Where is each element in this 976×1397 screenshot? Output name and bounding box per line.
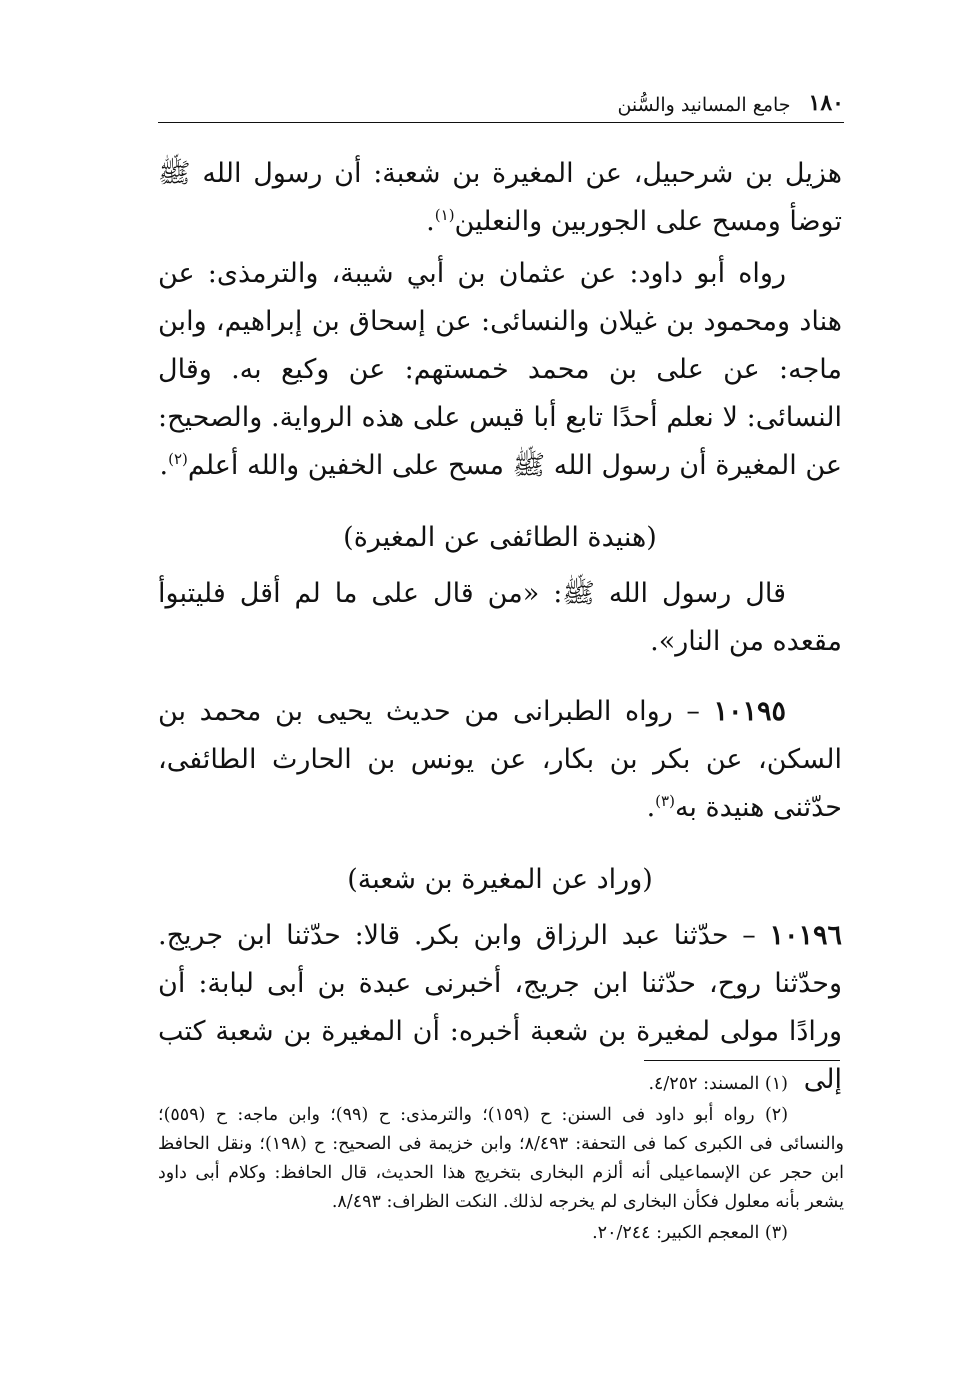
paragraph-4-text: – رواه الطبرانى من حديث يحيى بن محمد بن السكن، عن بكر بن بكار، عن يونس بن الحارث الطائفى، حدّثنى هنيدة به: [158, 696, 842, 823]
hadith-number-10196: ١٠١٩٦: [769, 920, 842, 951]
spacer: [158, 670, 842, 688]
paragraph-1-text: هزيل بن شرحبيل، عن المغيرة بن شعبة: أن رسول الله ﷺ توضأ ومسح على الجوربين والنعلين: [158, 158, 842, 237]
book-title: جامع المسانيد والسُّنن: [617, 94, 791, 116]
paragraph-2: رواه أبو داود: عن عثمان بن أبي شيبة، والترمذى: عن هناد ومحمود بن غيلان والنسائى: عن إسحاق بن إبراهيم، وابن ماجه: عن على بن محمد خمستهم: عن وكيع به. وقال النسائى: لا نعلم أحدًا تابع أبا قيس على هذه الرواية. والصحيح: عن المغيرة أن رسول الله ﷺ مسح على الخفين والله أعلم$^{(٢)}$.: [158, 258, 842, 481]
paragraph-2-text: رواه أبو داود: عن عثمان بن أبي شيبة، والترمذى: عن هناد ومحمود بن غيلان والنسائى: عن إسحاق بن إبراهيم، وابن ماجه: عن على بن محمد خمستهم: عن وكيع به. وقال النسائى: لا نعلم أحدًا تابع أبا قيس على هذه الرواية. والصحيح: عن المغيرة أن رسول الله ﷺ مسح على الخفين والله أعلم: [158, 258, 842, 481]
paragraph-4: ١٠١٩٥ – رواه الطبرانى من حديث يحيى بن محمد بن السكن، عن بكر بن بكار، عن يونس بن الحارث الطائفى، حدّثنى هنيدة به$^{(٣)}$.: [158, 696, 842, 823]
section-heading-1: (هنيدة الطائفى عن المغيرة): [343, 522, 657, 553]
main-text: [158, 150, 842, 1108]
paragraph-1: هزيل بن شرحبيل، عن المغيرة بن شعبة: أن رسول الله ﷺ توضأ ومسح على الجوربين والنعلين$^{(١)}$.: [158, 158, 842, 237]
footnote-rule: [644, 1060, 840, 1061]
header-rule: [158, 122, 844, 123]
footnote-3: (٣) المعجم الكبير: ٢٠/٢٤٤.: [592, 1223, 788, 1243]
paragraph-3: قال رسول الله ﷺ: «من قال على ما لم أقل فليتبوأ مقعده من النار».: [158, 578, 842, 657]
page-header: [158, 76, 844, 116]
footnotes: [158, 1070, 844, 1250]
footnote-ref-2: (٢): [168, 450, 188, 468]
footnote-ref-3: (٣): [655, 792, 675, 810]
hadith-number-10195: ١٠١٩٥: [713, 696, 786, 727]
footnote-2: (٢) رواه أبو داود فى السنن: ح (١٥٩)؛ والترمذى: ح (٩٩)؛ وابن ماجه: ح (٥٥٩)؛ والنسائى فى الكبرى كما فى التحفة: ٨/٤٩٣؛ وابن خزيمة فى الصحيح: ح (١٩٨)؛ ونقل الحافظ ابن حجر عن الإسماعيلى أنه ألزم البخارى بتخريج هذا الحديث، قال الحافظ: وكلام أبى داود يشعر بأنه معلول فكأن البخارى لم يخرجه لذلك. النكت الظراف: ٨/٤٩٣.: [158, 1105, 844, 1212]
paragraph-5-text: – حدّثنا عبد الرزاق وابن بكر. قالا: حدّثنا ابن جريج. وحدّثنا روح، حدّثنا ابن جريج، أخبرنى عبدة بن أبى لبابة: أن ورادًا مولى لمغيرة بن شعبة أخبره: أن المغيرة بن شعبة كتب إلى: [158, 920, 842, 1095]
page-number: ١٨٠: [808, 90, 844, 116]
footnote-1: (١) المسند: ٤/٢٥٢.: [648, 1074, 788, 1094]
footnote-ref-1: (١): [434, 206, 455, 224]
section-heading-2: (وراد عن المغيرة بن شعبة): [347, 864, 653, 895]
